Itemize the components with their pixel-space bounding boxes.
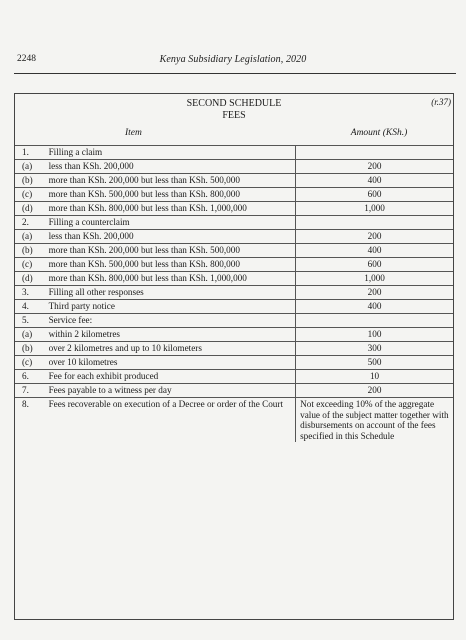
item-amount: 10	[296, 370, 453, 384]
item-number: (c)	[15, 258, 47, 272]
item-description: more than KSh. 500,000 but less than KSh. 800,000	[47, 258, 296, 272]
item-description: more than KSh. 200,000 but less than KSh. 500,000	[47, 174, 296, 188]
table-row	[15, 300, 453, 314]
item-number: 3.	[15, 286, 47, 300]
item-number: 4.	[15, 300, 47, 314]
item-number: 7.	[15, 384, 47, 398]
running-title: Kenya Subsidiary Legislation, 2020	[159, 54, 307, 65]
schedule-frame	[14, 93, 454, 620]
schedule-title-line1: SECOND SCHEDULE	[186, 98, 282, 109]
fees-table	[15, 145, 453, 442]
item-description: over 2 kilometres and up to 10 kilometers	[47, 342, 296, 356]
column-header-amount: Amount (KSh.)	[350, 128, 408, 138]
item-amount: Not exceeding 10% of the aggregate value of the subject matter together with disbursements on account of the fees specified in this Schedule	[296, 398, 453, 443]
table-row	[15, 188, 453, 202]
item-description: more than KSh. 800,000 but less than KSh. 1,000,000	[47, 272, 296, 286]
item-description: Filling a claim	[47, 146, 296, 160]
item-number: 8.	[15, 398, 47, 443]
item-amount: 400	[296, 174, 453, 188]
item-description: over 10 kilometres	[47, 356, 296, 370]
item-amount	[296, 146, 453, 160]
table-row	[15, 356, 453, 370]
item-description: less than KSh. 200,000	[47, 230, 296, 244]
item-number: 2.	[15, 216, 47, 230]
item-amount: 600	[296, 188, 453, 202]
table-row	[15, 174, 453, 188]
item-amount: 300	[296, 342, 453, 356]
item-number: (a)	[15, 160, 47, 174]
item-number: (b)	[15, 174, 47, 188]
item-number: (d)	[15, 272, 47, 286]
item-amount: 200	[296, 384, 453, 398]
table-row	[15, 384, 453, 398]
table-row	[15, 398, 453, 443]
table-row	[15, 230, 453, 244]
item-amount: 600	[296, 258, 453, 272]
item-description: Third party notice	[47, 300, 296, 314]
item-number: (a)	[15, 230, 47, 244]
item-number: 6.	[15, 370, 47, 384]
item-description: Fee for each exhibit produced	[47, 370, 296, 384]
table-row	[15, 328, 453, 342]
item-amount	[296, 216, 453, 230]
item-amount	[296, 314, 453, 328]
table-row	[15, 146, 453, 160]
item-description: Fees recoverable on execution of a Decree or order of the Court	[47, 398, 296, 443]
table-row	[15, 244, 453, 258]
item-number: 1.	[15, 146, 47, 160]
item-number: (c)	[15, 188, 47, 202]
item-amount: 200	[296, 230, 453, 244]
table-row	[15, 258, 453, 272]
page-number: 2248	[17, 54, 36, 64]
item-description: Filling a counterclaim	[47, 216, 296, 230]
item-description: Filling all other responses	[47, 286, 296, 300]
item-description: more than KSh. 800,000 but less than KSh. 1,000,000	[47, 202, 296, 216]
item-amount: 1,000	[296, 202, 453, 216]
schedule-title	[15, 98, 453, 122]
item-description: more than KSh. 200,000 but less than KSh. 500,000	[47, 244, 296, 258]
item-number: 5.	[15, 314, 47, 328]
fees-table-body	[15, 146, 453, 443]
item-amount: 1,000	[296, 272, 453, 286]
table-row	[15, 342, 453, 356]
item-amount: 200	[296, 286, 453, 300]
rule-reference: (r.37)	[431, 97, 451, 107]
item-number: (b)	[15, 244, 47, 258]
table-row	[15, 216, 453, 230]
item-description: Fees payable to a witness per day	[47, 384, 296, 398]
item-number: (b)	[15, 342, 47, 356]
item-amount: 400	[296, 244, 453, 258]
item-description: more than KSh. 500,000 but less than KSh. 800,000	[47, 188, 296, 202]
item-number: (d)	[15, 202, 47, 216]
table-row	[15, 314, 453, 328]
item-description: Service fee:	[47, 314, 296, 328]
table-row	[15, 160, 453, 174]
header-rule	[14, 73, 456, 74]
item-amount: 200	[296, 160, 453, 174]
column-header-item: Item	[125, 128, 142, 138]
item-amount: 400	[296, 300, 453, 314]
table-row	[15, 202, 453, 216]
item-number: (a)	[15, 328, 47, 342]
table-row	[15, 370, 453, 384]
table-row	[15, 286, 453, 300]
item-number: (c)	[15, 356, 47, 370]
item-amount: 500	[296, 356, 453, 370]
item-description: less than KSh. 200,000	[47, 160, 296, 174]
schedule-title-line2: FEES	[222, 110, 246, 121]
item-description: within 2 kilometres	[47, 328, 296, 342]
table-row	[15, 272, 453, 286]
item-amount: 100	[296, 328, 453, 342]
